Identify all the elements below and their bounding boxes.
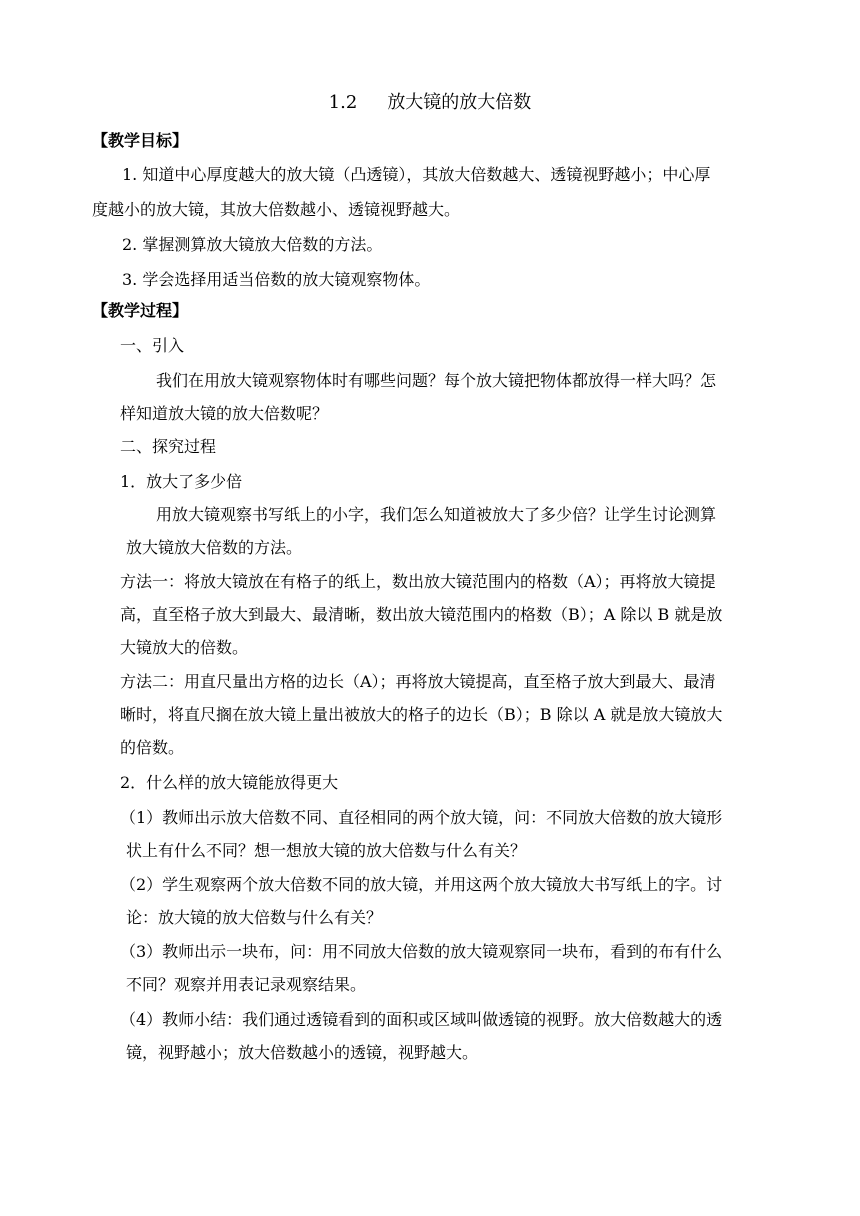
objective-2: 2. 掌握测算放大镜放大倍数的方法。	[122, 235, 383, 254]
item-3-line-2: 不同？观察并用表记录观察结果。	[126, 975, 367, 994]
intro-heading: 一、引入	[120, 336, 185, 355]
intro-paragraph-line-1: 我们在用放大镜观察物体时有哪些问题？每个放大镜把物体都放得一样大吗？怎	[156, 371, 717, 390]
item-3-line-1: （3）教师出示一块布，问：用不同放大倍数的放大镜观察同一块布，看到的布有什么	[120, 942, 723, 961]
method-1-line-2: 高，直至格子放大到最大、最清晰，数出放大镜范围内的格数（B）；A 除以 B 就是放	[120, 605, 723, 624]
intro-paragraph-line-2: 样知道放大镜的放大倍数呢？	[120, 404, 329, 423]
method-2-line-2: 晰时，将直尺搁在放大镜上量出被放大的格子的边长（B）；B 除以 A 就是放大镜放大	[120, 705, 723, 724]
method-1-line-1: 方法一：将放大镜放在有格子的纸上，数出放大镜范围内的格数（A）；再将放大镜提	[120, 572, 716, 591]
subsection-2-heading: 2．什么样的放大镜能放得更大	[120, 773, 339, 792]
item-4-line-2: 镜，视野越小；放大倍数越小的透镜，视野越大。	[126, 1043, 479, 1062]
subsection-1-line-1: 用放大镜观察书写纸上的小字，我们怎么知道被放大了多少倍？让学生讨论测算	[156, 505, 717, 524]
title-text: 放大镜的放大倍数	[387, 92, 532, 113]
item-2-line-2: 论：放大镜的放大倍数与什么有关？	[126, 908, 383, 927]
title-number: 1.2	[328, 92, 358, 113]
item-1-line-2: 状上有什么不同？想一想放大镜的放大倍数与什么有关？	[126, 841, 527, 860]
method-2-line-1: 方法二：用直尺量出方格的边长（A）；再将放大镜提高，直至格子放大到最大、最清	[120, 672, 716, 691]
process-heading: 【教学过程】	[92, 301, 189, 320]
item-4-line-1: （4）教师小结：我们通过透镜看到的面积或区域叫做透镜的视野。放大倍数越大的透	[120, 1010, 723, 1029]
method-2-line-3: 的倍数。	[120, 738, 185, 757]
objectives-heading: 【教学目标】	[92, 131, 189, 150]
subsection-1-heading: 1．放大了多少倍	[120, 472, 243, 491]
subsection-1-line-2: 放大镜放大倍数的方法。	[126, 538, 303, 557]
objective-1-line-1: 1. 知道中心厚度越大的放大镜（凸透镜），其放大倍数越大、透镜视野越小；中心厚	[122, 165, 711, 184]
item-1-line-1: （1）教师出示放大倍数不同、直径相同的两个放大镜，问：不同放大倍数的放大镜形	[120, 808, 723, 827]
page-title	[0, 92, 860, 114]
objective-1-line-2: 度越小的放大镜，其放大倍数越小、透镜视野越大。	[92, 200, 461, 219]
method-1-line-3: 大镜放大的倍数。	[120, 638, 249, 657]
explore-heading: 二、探究过程	[120, 437, 217, 456]
objective-3: 3. 学会选择用适当倍数的放大镜观察物体。	[122, 270, 431, 289]
item-2-line-1: （2）学生观察两个放大倍数不同的放大镜，并用这两个放大镜放大书写纸上的字。讨	[120, 875, 723, 894]
